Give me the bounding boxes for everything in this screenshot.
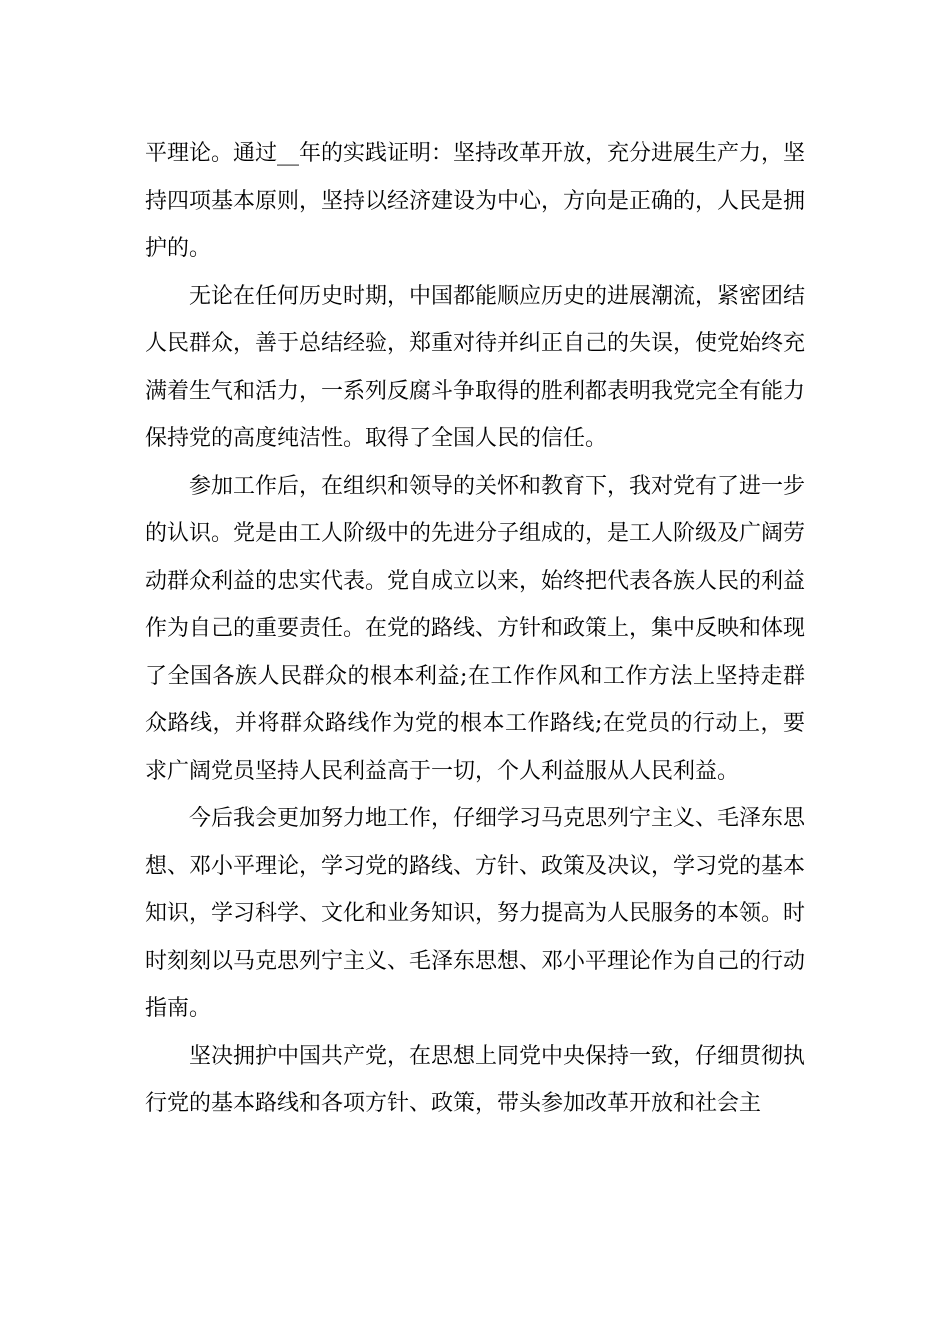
paragraph-5: 坚决拥护中国共产党，在思想上同党中央保持一致，仔细贯彻执行党的基本路线和各项方针、政策，带头参加改革开放和社会主 xyxy=(145,1043,806,1116)
paragraph-2: 无论在任何历史时期，中国都能顺应历史的进展潮流，紧密团结人民群众，善于总结经验，郑重对待并纠正自己的失误，使党始终充满着生气和活力，一系列反腐斗争取得的胜利都表明我党完全有能力保持党的高度纯洁性。取得了全国人民的信任。 xyxy=(145,283,806,451)
paragraph-continuation: 平理论。通过__年的实践证明：坚持改革开放，充分进展生产力，坚持四项基本原则，坚持以经济建设为中心，方向是正确的，人民是拥护的。 xyxy=(145,141,806,261)
document-page xyxy=(145,130,805,1128)
paragraph-4: 今后我会更加努力地工作，仔细学习马克思列宁主义、毛泽东思想、邓小平理论，学习党的路线、方针、政策及决议，学习党的基本知识，学习科学、文化和业务知识，努力提高为人民服务的本领。时时刻刻以马克思列宁主义、毛泽东思想、邓小平理论作为自己的行动指南。 xyxy=(145,806,806,1021)
paragraph-3: 参加工作后，在组织和领导的关怀和教育下，我对党有了进一步的认识。党是由工人阶级中的先进分子组成的，是工人阶级及广阔劳动群众利益的忠实代表。党自成立以来，始终把代表各族人民的利益作为自己的重要责任。在党的路线、方针和政策上，集中反映和体现了全国各族人民群众的根本利益;在工作作风和工作方法上坚持走群众路线，并将群众路线作为党的根本工作路线;在党员的行动上，要求广阔党员坚持人民利益高于一切，个人利益服从人民利益。 xyxy=(145,473,806,784)
